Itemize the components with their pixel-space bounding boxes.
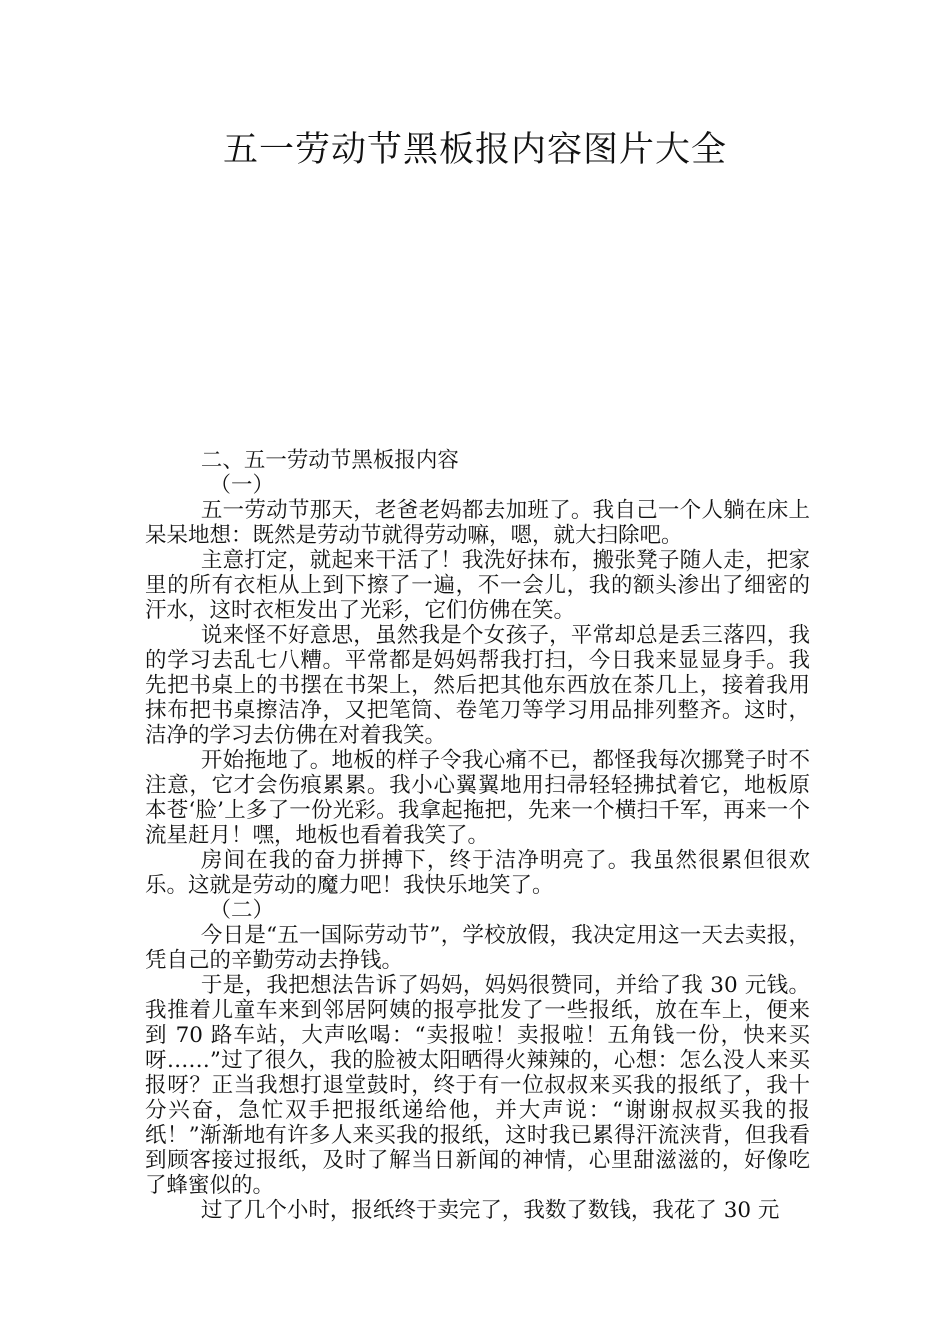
paragraph: 五一劳动节那天，老爸老妈都去加班了。我自己一个人躺在床上呆呆地想：既然是劳动节就得劳动嘛，嗯，就大扫除吧。 [145,498,810,548]
paragraph: 过了几个小时，报纸终于卖完了，我数了数钱，我花了 30 元 [200,1198,780,1223]
paragraph: 说来怪不好意思，虽然我是个女孩子，平常却总是丢三落四，我的学习去乱七八糟。平常都是妈妈帮我打扫，今日我来显显身手。我先把书桌上的书摆在书架上，然后把其他东西放在茶几上，接着我用抹布把书桌擦洁净，又把笔筒、卷笔刀等学习用品排列整齐。这时，洁净的学习去仿佛在对着我笑。 [145,623,810,748]
paragraph: 开始拖地了。地板的样子令我心痛不已，都怪我每次挪凳子时不注意，它才会伤痕累累。我小心翼翼地用扫帚轻轻拂拭着它，地板原本苍‘脸’上多了一份光彩。我拿起拖把，先来一个横扫千军，再来一个流星赶月！嘿，地板也看着我笑了。 [145,748,810,848]
part-one-label: （一） [209,473,275,498]
paragraph: 房间在我的奋力拼搏下，终于洁净明亮了。我虽然很累但很欢乐。这就是劳动的魔力吧！我快乐地笑了。 [145,848,810,898]
paragraph: 于是，我把想法告诉了妈妈，妈妈很赞同，并给了我 30 元钱。我推着儿童车来到邻居阿姨的报亭批发了一些报纸，放在车上，便来到 70 路车站，大声吆喝：“卖报啦！卖报啦！五角钱一份，快来买呀……”过了很久，我的脸被太阳晒得火辣辣的，心想：怎么没人来买报呀？正当我想打退堂鼓时，终于有一位叔叔来买我的报纸了，我十分兴奋，急忙双手把报纸递给他，并大声说：“谢谢叔叔买我的报纸！”渐渐地有许多人来买我的报纸，这时我已累得汗流浃背，但我看到顾客接过报纸，及时了解当日新闻的神情，心里甜滋滋的，好像吃了蜂蜜似的。 [145,973,810,1198]
paragraph: 主意打定，就起来干活了！我洗好抹布，搬张凳子随人走，把家里的所有衣柜从上到下擦了一遍，不一会儿，我的额头渗出了细密的汗水，这时衣柜发出了光彩，它们仿佛在笑。 [145,548,810,623]
document-title: 五一劳动节黑板报内容图片大全 [222,130,727,170]
section-heading: 二、五一劳动节黑板报内容 [200,448,459,473]
document-body [145,448,810,1223]
part-two-label: （二） [209,898,275,923]
paragraph: 今日是“五一国际劳动节”，学校放假，我决定用这一天去卖报，凭自己的辛勤劳动去挣钱。 [145,923,810,973]
